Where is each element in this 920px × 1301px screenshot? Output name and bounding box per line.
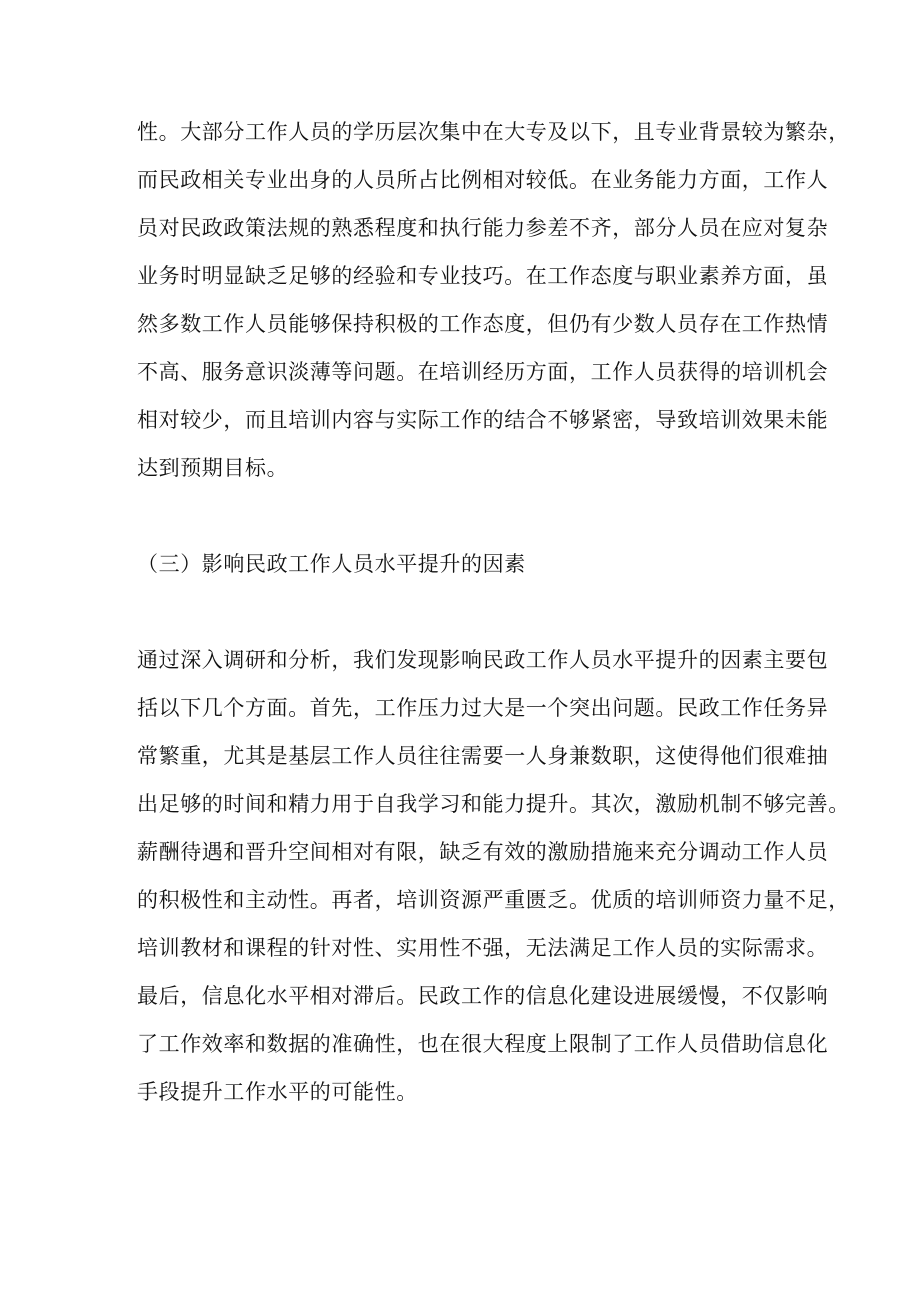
text-line: 员对民政政策法规的熟悉程度和执行能力参差不齐，部分人员在应对复杂: [137, 216, 829, 240]
text-line: 常繁重，尤其是基层工作人员往往需要一人身兼数职，这使得他们很难抽: [137, 744, 829, 768]
text-line: 通过深入调研和分析，我们发现影响民政工作人员水平提升的因素主要包: [137, 648, 829, 672]
text-line: 括以下几个方面。首先，工作压力过大是一个突出问题。民政工作任务异: [137, 696, 829, 720]
text-line: 最后，信息化水平相对滞后。民政工作的信息化建设进展缓慢，不仅影响: [137, 984, 829, 1008]
text-line: 性。大部分工作人员的学历层次集中在大专及以下，且专业背景较为繁杂，: [137, 120, 850, 144]
text-line: 出足够的时间和精力用于自我学习和能力提升。其次，激励机制不够完善。: [137, 792, 850, 816]
text-line: 手段提升工作水平的可能性。: [137, 1080, 418, 1104]
text-line: 业务时明显缺乏足够的经验和专业技巧。在工作态度与职业素养方面，虽: [137, 264, 829, 288]
text-line: 然多数工作人员能够保持积极的工作态度，但仍有少数人员存在工作热情: [137, 312, 829, 336]
text-line: 薪酬待遇和晋升空间相对有限，缺乏有效的激励措施来充分调动工作人员: [137, 840, 829, 864]
section-heading: （三）影响民政工作人员水平提升的因素: [137, 552, 526, 576]
text-line: 而民政相关专业出身的人员所占比例相对较低。在业务能力方面，工作人: [137, 168, 829, 192]
text-line: 了工作效率和数据的准确性，也在很大程度上限制了工作人员借助信息化: [137, 1032, 829, 1056]
text-line: 培训教材和课程的针对性、实用性不强，无法满足工作人员的实际需求。: [137, 936, 829, 960]
text-line: 达到预期目标。: [137, 456, 289, 480]
text-line: 不高、服务意识淡薄等问题。在培训经历方面，工作人员获得的培训机会: [137, 360, 829, 384]
text-line: 的积极性和主动性。再者，培训资源严重匮乏。优质的培训师资力量不足，: [137, 888, 850, 912]
text-line: 相对较少，而且培训内容与实际工作的结合不够紧密，导致培训效果未能: [137, 408, 829, 432]
